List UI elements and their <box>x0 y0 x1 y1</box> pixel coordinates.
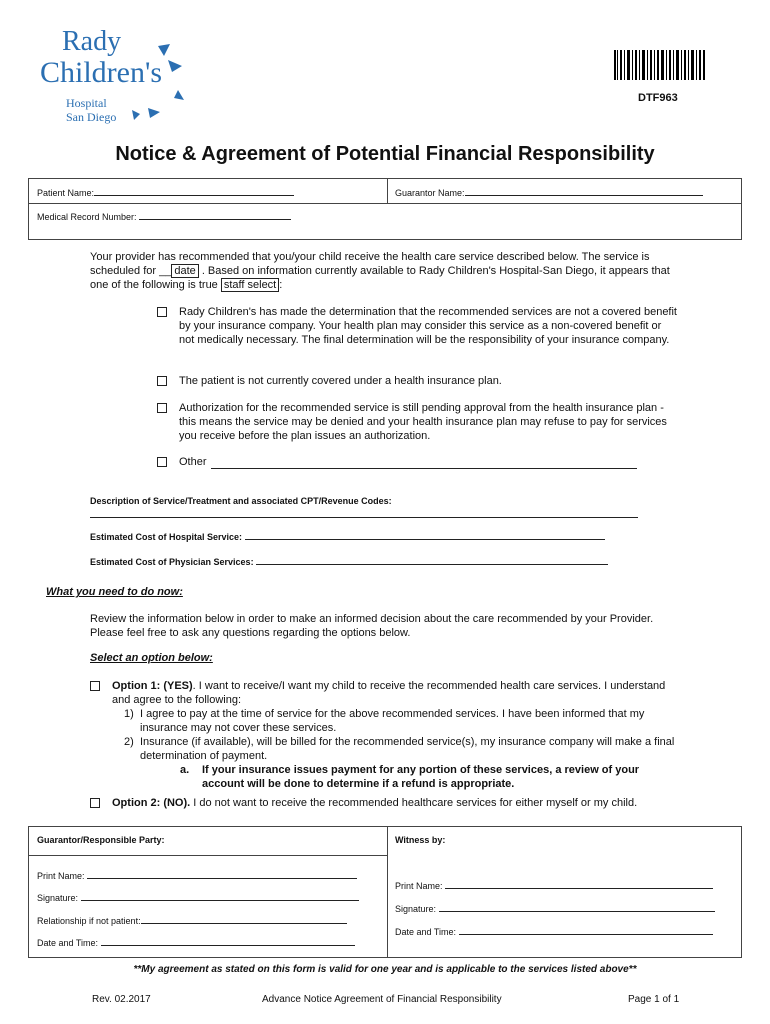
checkbox[interactable] <box>157 457 167 467</box>
date-select[interactable]: date <box>171 264 198 278</box>
guarantor-date-time[interactable]: Date and Time: <box>37 936 355 948</box>
checkbox[interactable] <box>157 376 167 386</box>
check-item-no-insurance[interactable]: The patient is not currently covered under a health insurance plan. <box>157 374 677 388</box>
what-to-do-text: Review the information below in order to make an informed decision about the care recommended by your Provider. Please feel free to ask any questions regarding the options below. <box>90 613 654 639</box>
logo-line-hospital <box>66 96 116 124</box>
barcode-icon <box>614 50 706 80</box>
patient-name-label: Patient Name: <box>37 188 95 198</box>
revision: Rev. 02.2017 <box>92 994 151 1005</box>
validity-note: **My agreement as stated on this form is valid for one year and is applicable to the services listed above** <box>133 964 637 975</box>
checkbox[interactable] <box>157 307 167 317</box>
option-2-checkbox[interactable] <box>90 798 100 808</box>
witness-date-time[interactable]: Date and Time: <box>395 925 713 937</box>
logo-line-childrens: Children's <box>40 56 163 89</box>
service-description-label: Description of Service/Treatment and associated CPT/Revenue Codes: <box>90 496 392 506</box>
witness-print-name[interactable]: Print Name: <box>395 879 713 891</box>
intro-paragraph: Your provider has recommended that you/your child receive the health care service described below. The service is scheduled for __ date . Based on information currently available to Rady Children's Hospital-San Diego, it appears that one of the following is true staff select : <box>90 251 670 291</box>
check-item-pending-auth[interactable]: Authorization for the recommended service is still pending approval from the health insurance plan - this means the service may be denied and your health insurance plan may refuse to pay for services you receive before the plan issues an authorization. <box>157 401 677 443</box>
option-1[interactable]: Option 1: (YES). I want to receive/I want my child to receive the recommended health care services. I understand and agree to the following: 1) I agree to pay at the time of service for the above recommended services. I have been informed that my insurance may not cover these services. 2) Insurance (if available), will be billed for the recommended service(s), my insurance company will make a final determination of payment. a. If your insurance issues payment for any portion of these services, a review of your account will be done to determine if a refund is appropriate. <box>90 679 680 791</box>
guarantor-print-name[interactable]: Print Name: <box>37 869 357 881</box>
select-option-heading: Select an option below: <box>90 652 213 664</box>
service-description-input[interactable] <box>90 517 638 518</box>
guarantor-name-label: Guarantor Name: <box>395 188 465 198</box>
page-number: Page 1 of 1 <box>628 994 680 1005</box>
mrn-label: Medical Record Number: <box>37 212 137 222</box>
section-heading-what-to-do: What you need to do now: <box>46 586 183 598</box>
page-title: Notice & Agreement of Potential Financial Responsibility <box>115 143 655 165</box>
option-1-checkbox[interactable] <box>90 681 100 691</box>
document-code: DTF963 <box>638 92 678 104</box>
hospital-cost-field[interactable]: Estimated Cost of Hospital Service: <box>90 530 605 542</box>
patient-name-field[interactable] <box>37 186 294 198</box>
logo-line-rady: Rady <box>62 26 122 57</box>
logo-hospital: Hospital <box>66 96 107 110</box>
check-item-other[interactable]: Other <box>157 455 677 469</box>
guarantor-party-label: Guarantor/Responsible Party: <box>37 835 165 845</box>
witness-signature[interactable]: Signature: <box>395 902 715 914</box>
witness-label: Witness by: <box>395 835 446 845</box>
patient-info-box <box>28 178 742 240</box>
logo-san-diego: San Diego <box>66 110 117 124</box>
guarantor-signature[interactable]: Signature: <box>37 891 359 903</box>
physician-cost-field[interactable]: Estimated Cost of Physician Services: <box>90 555 608 567</box>
relationship-field[interactable]: Relationship if not patient: <box>37 914 347 926</box>
checkbox[interactable] <box>157 403 167 413</box>
signature-box <box>28 826 742 958</box>
footer-title: Advance Notice Agreement of Financial Responsibility <box>262 994 502 1005</box>
check-item-not-covered[interactable]: Rady Children's has made the determination that the recommended services are not a covered benefit by your insurance company. Your health plan may consider this service as a non-covered benefit or not medically necessary. The final determination will be the responsibility of your insurance company. <box>157 305 677 347</box>
logo-shapes-icon <box>128 40 198 120</box>
staff-select[interactable]: staff select <box>221 278 279 292</box>
guarantor-name-field[interactable] <box>395 186 703 198</box>
option-2[interactable]: Option 2: (NO). I do not want to receive the recommended healthcare services for either myself or my child. <box>90 796 680 810</box>
mrn-field[interactable] <box>37 210 291 222</box>
